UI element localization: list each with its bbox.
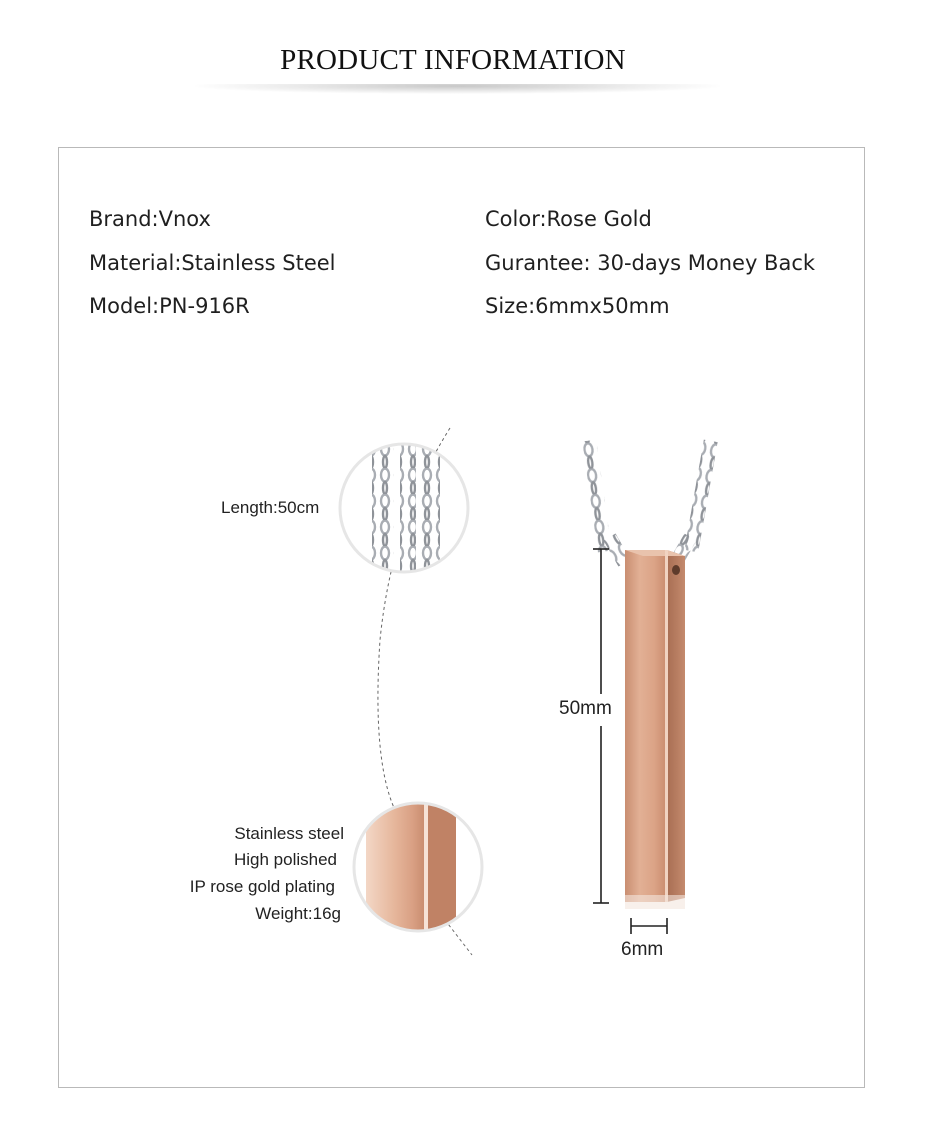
material-line-2: High polished xyxy=(233,850,337,869)
spec-brand: Brand:Vnox xyxy=(89,207,211,231)
page-title: PRODUCT INFORMATION xyxy=(280,44,626,76)
bar-zoom-circle xyxy=(354,800,482,940)
length-label: Length:50cm xyxy=(221,498,320,517)
spec-size: Size:6mmx50mm xyxy=(485,294,670,318)
connector-dashed-line xyxy=(445,920,472,955)
width-dimension-lines xyxy=(631,918,667,934)
width-dimension-label: 6mm xyxy=(621,939,664,960)
spec-material: Material:Stainless Steel xyxy=(89,251,336,275)
height-dimension-label: 50mm xyxy=(559,698,612,719)
material-line-3: IP rose gold plating xyxy=(189,877,335,896)
spec-color: Color:Rose Gold xyxy=(485,207,652,231)
bar-pendant xyxy=(625,550,685,909)
necklace-chain xyxy=(582,440,717,567)
height-dimension-lines xyxy=(593,549,609,903)
spec-model: Model:PN-916R xyxy=(89,294,250,318)
material-line-4: Weight:16g xyxy=(255,904,341,923)
spec-guarantee: Gurantee: 30-days Money Back xyxy=(485,251,816,275)
chain-zoom-circle xyxy=(340,440,468,580)
material-line-1: Stainless steel xyxy=(234,824,344,843)
